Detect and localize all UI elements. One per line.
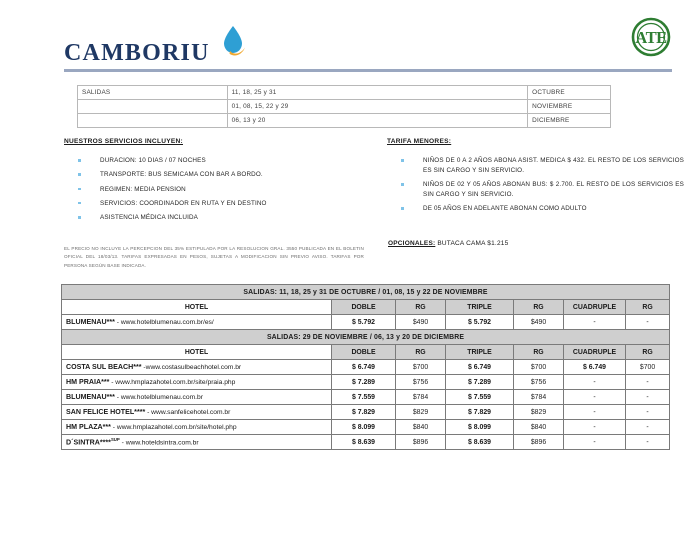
hotel-url: - www.hotelblumenau.com.br/es/ [114,319,214,326]
hotel-name-cell [62,435,332,450]
price-doble: $ 7.559 [332,390,396,405]
table-row [62,435,670,450]
hotel-name: HM PRAIA*** [66,378,110,386]
schedule-month: NOVIEMBRE [528,100,611,114]
price-rg-1: $784 [396,390,446,405]
services-list [64,156,361,223]
price-triple: $ 7.829 [446,405,514,420]
price-cuadruple: - [564,390,626,405]
price-doble: $ 8.099 [332,420,396,435]
table-row [62,405,670,420]
hotel-name-cell [62,390,332,405]
col-header-triple: TRIPLE [446,345,514,360]
price-doble: $ 7.289 [332,375,396,390]
table-row [62,375,670,390]
table-row [62,360,670,375]
hotel-name-cell [62,315,332,330]
table-row [78,100,611,114]
hotel-url: -www.costasulbeachhotel.com.br [141,364,242,371]
price-triple: $ 6.749 [446,360,514,375]
price-rg-2: $840 [514,420,564,435]
price-triple: $ 8.099 [446,420,514,435]
col-header-doble: DOBLE [332,345,396,360]
price-rg-3: - [626,315,670,330]
hotel-url: - www.sanfelicehotel.com.br [145,409,231,416]
col-header-cuadruple: CUADRUPLE [564,300,626,315]
list-item: SERVICIOS: COORDINADOR EN RUTA Y EN DESTINO [78,199,361,209]
page-header [0,0,700,66]
table-row [78,114,611,128]
col-header-doble: DOBLE [332,300,396,315]
price-rg-1: $829 [396,405,446,420]
schedule-label [78,100,228,114]
list-item: NIÑOS DE 0 A 2 AÑOS ABONA ASIST. MEDICA $ 432. EL RESTO DE LOS SERVICIOS ES SIN CARGO Y SIN SERVICIO. [401,156,684,176]
schedule-days: 11, 18, 25 y 31 [227,86,528,100]
fineprint-disclaimer: EL PRECIO NO INCLUYE LA PERCEPCION DEL 35% ESTIPULADA POR LA RESOLUCION GRAL. 3550 PUBLICADA EN EL BOLETIN OFICIAL DEL 18/03/13. TARIFAS EXPRESADAS EN PESOS, SUJETAS A MODIFICACION SIN PREVIO AVISO. TARIFAS POR PERSONA SEGÚN BASE INDICADA. [64,246,364,268]
table-row [78,86,611,100]
price-rg-1: $756 [396,375,446,390]
band-salidas-2: SALIDAS: 29 DE NOVIEMBRE / 06, 13 y 20 DE DICIEMBRE [62,330,670,345]
col-header-rg-3: RG [626,300,670,315]
price-cuadruple: $ 6.749 [564,360,626,375]
price-cuadruple: - [564,405,626,420]
price-triple: $ 5.792 [446,315,514,330]
price-triple: $ 7.289 [446,375,514,390]
hotel-url: - www.hoteldsintra.com.br [119,439,199,447]
price-triple: $ 8.639 [446,435,514,450]
col-header-rg-3: RG [626,345,670,360]
price-rg-1: $896 [396,435,446,450]
table-row [62,315,670,330]
info-section [64,138,684,227]
price-table [61,284,670,450]
price-rg-3: - [626,390,670,405]
col-header-rg-2: RG [514,300,564,315]
list-item: ASISTENCIA MÉDICA INCLUIDA [78,213,361,223]
price-rg-2: $896 [514,435,564,450]
hotel-name-cell [62,375,332,390]
list-item: REGIMEN: MEDIA PENSION [78,185,361,195]
price-rg-1: $700 [396,360,446,375]
price-rg-1: $490 [396,315,446,330]
hotel-name-sup: SUP [110,437,120,443]
price-cuadruple: - [564,375,626,390]
hotel-name-cell [62,405,332,420]
brand-logo [64,24,246,65]
services-column [64,138,361,227]
schedule-label: SALIDAS [78,86,228,100]
hotel-url: - www.hmplazahotel.com.br/site/hotel.php [110,424,237,431]
schedule-label [78,114,228,128]
col-header-hotel: HOTEL [62,345,332,360]
table-row [62,390,670,405]
hotel-name: BLUMENAU*** [66,393,115,401]
schedule-month: OCTUBRE [528,86,611,100]
price-rg-2: $700 [514,360,564,375]
price-cuadruple: - [564,435,626,450]
optional-services [388,240,508,247]
ate-logo [630,16,672,63]
departures-schedule-table [77,85,611,128]
list-item: DURACION: 10 DIAS / 07 NOCHES [78,156,361,166]
water-drop-icon [220,24,246,63]
price-table-header-row [62,300,670,315]
col-header-rg-2: RG [514,345,564,360]
schedule-days: 01, 08, 15, 22 y 29 [227,100,528,114]
price-table-band-row [62,285,670,300]
price-rg-2: $784 [514,390,564,405]
minors-list [387,156,684,214]
optional-label: OPCIONALES: [388,240,436,247]
hotel-name-cell [62,360,332,375]
list-item: NIÑOS DE 02 Y 05 AÑOS ABONAN BUS: $ 2.700. EL RESTO DE LOS SERVICIOS ES SIN CARGO Y SIN SERVICIO. [401,180,684,200]
schedule-days: 06, 13 y 20 [227,114,528,128]
header-divider [64,69,672,72]
col-header-hotel: HOTEL [62,300,332,315]
price-doble: $ 8.639 [332,435,396,450]
svg-text:ATE: ATE [635,28,667,47]
price-rg-3: - [626,375,670,390]
price-rg-1: $840 [396,420,446,435]
hotel-name: COSTA SUL BEACH*** [66,363,142,371]
minors-heading: TARIFA MENORES: [387,138,452,145]
price-rg-3: - [626,420,670,435]
col-header-rg-1: RG [396,345,446,360]
list-item: TRANSPORTE: BUS SEMICAMA CON BAR A BORDO. [78,170,361,180]
minors-column [387,138,684,227]
schedule-month: DICIEMBRE [528,114,611,128]
price-rg-3: $700 [626,360,670,375]
services-heading: NUESTROS SERVICIOS INCLUYEN: [64,138,183,145]
brand-name: CAMBORIU [64,40,210,66]
price-table-band-row [62,330,670,345]
price-rg-2: $829 [514,405,564,420]
price-doble: $ 5.792 [332,315,396,330]
price-triple: $ 7.559 [446,390,514,405]
col-header-rg-1: RG [396,300,446,315]
hotel-name: D´SINTRA**** [66,438,111,447]
price-rg-2: $490 [514,315,564,330]
price-rg-3: - [626,405,670,420]
optional-value: BUTACA CAMA $1.215 [435,240,509,247]
hotel-name: HM PLAZA*** [66,423,111,431]
col-header-triple: TRIPLE [446,300,514,315]
list-item: DE 05 AÑOS EN ADELANTE ABONAN COMO ADULTO [401,204,684,214]
hotel-name-cell [62,420,332,435]
col-header-cuadruple: CUADRUPLE [564,345,626,360]
table-row [62,420,670,435]
price-rg-3: - [626,435,670,450]
price-cuadruple: - [564,315,626,330]
hotel-url: - www.hotelblumenau.com.br [114,394,203,401]
price-rg-2: $756 [514,375,564,390]
price-doble: $ 7.829 [332,405,396,420]
hotel-name: BLUMENAU*** [66,318,115,326]
price-cuadruple: - [564,420,626,435]
band-salidas-1: SALIDAS: 11, 18, 25 y 31 DE OCTUBRE / 01, 08, 15 y 22 DE NOVIEMBRE [62,285,670,300]
hotel-name: SAN FELICE HOTEL**** [66,408,146,416]
price-doble: $ 6.749 [332,360,396,375]
price-table-header-row [62,345,670,360]
hotel-url: - www.hmplazahotel.com.br/site/praia.php [109,379,236,386]
